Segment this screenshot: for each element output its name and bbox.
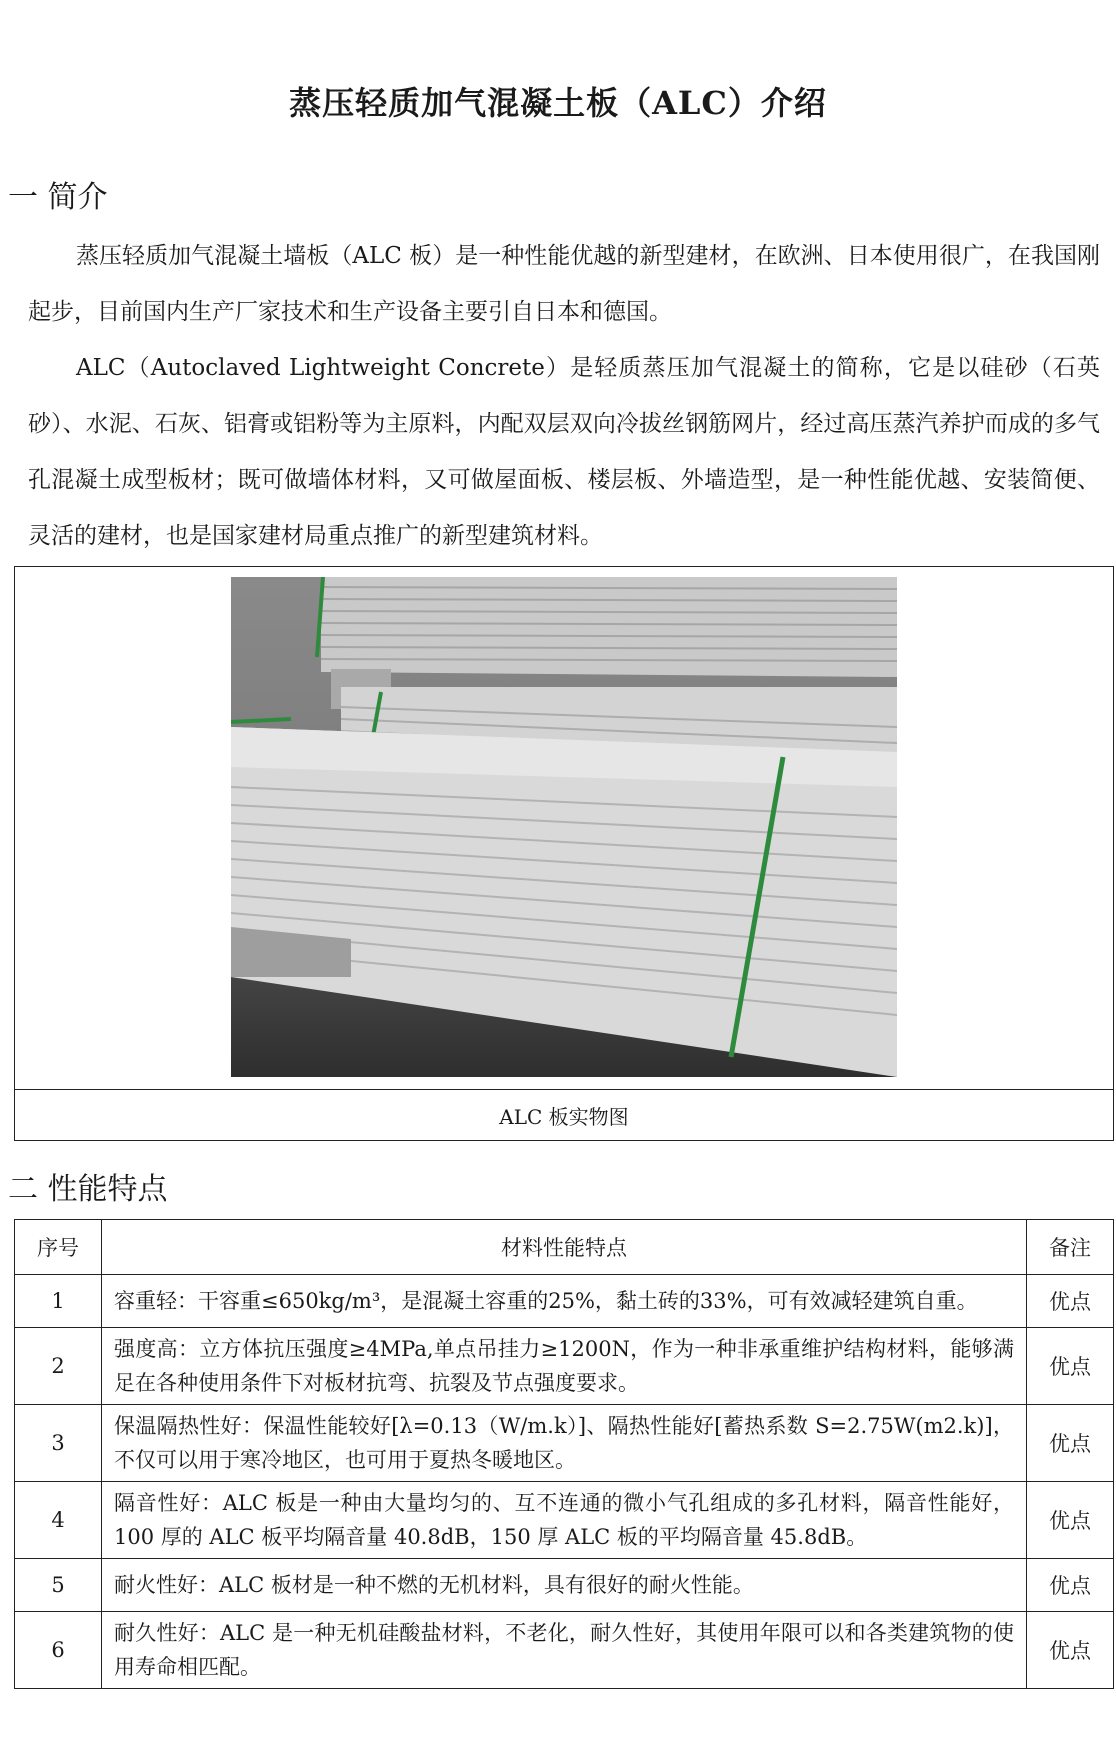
alc-panel-photo [231,577,897,1077]
row-desc: 耐久性好：ALC 是一种无机硅酸盐材料，不老化，耐久性好，其使用年限可以和各类建筑物的使用寿命相匹配。 [102,1612,1027,1689]
page-title: 蒸压轻质加气混凝土板（ALC）介绍 [289,84,827,122]
row-no: 1 [15,1275,102,1328]
row-remark: 优点 [1027,1275,1114,1328]
intro-paragraph-2: ALC（Autoclaved Lightweight Concrete）是轻质蒸压加气混凝土的简称，它是以硅砂（石英砂）、水泥、石灰、铝膏或铝粉等为主原料，内配双层双向冷拔丝钢筋网片，经过高压蒸汽养护而成的多气孔混凝土成型板材；既可做墙体材料，又可做屋面板、楼层板、外墙造型，是一种性能优越、安装简便、灵活的建材，也是国家建材局重点推广的新型建筑材料。 [28,355,1100,549]
table-row [15,1405,1114,1482]
row-remark: 优点 [1027,1328,1114,1405]
row-remark: 优点 [1027,1482,1114,1559]
row-desc: 隔音性好：ALC 板是一种由大量均匀的、互不连通的微小气孔组成的多孔材料，隔音性能好，100 厚的 ALC 板平均隔音量 40.8dB，150 厚 ALC 板的平均隔音量 45.8dB。 [102,1482,1027,1559]
features-table [14,1219,1114,1689]
row-no: 4 [15,1482,102,1559]
section-heading-intro: 一 简介 [8,180,108,215]
row-remark: 优点 [1027,1559,1114,1612]
figure-box [14,566,1114,1141]
row-remark: 优点 [1027,1405,1114,1482]
table-row [15,1559,1114,1612]
table-row [15,1482,1114,1559]
row-no: 2 [15,1328,102,1405]
row-no: 3 [15,1405,102,1482]
row-desc: 强度高：立方体抗压强度≥4MPa,单点吊挂力≥1200N，作为一种非承重维护结构材料，能够满足在各种使用条件下对板材抗弯、抗裂及节点强度要求。 [102,1328,1027,1405]
figure-caption: ALC 板实物图 [15,1089,1113,1140]
header-no: 序号 [15,1220,102,1275]
row-remark: 优点 [1027,1612,1114,1689]
section-heading-features: 二 性能特点 [8,1172,168,1207]
table-row [15,1612,1114,1689]
row-desc: 耐火性好：ALC 板材是一种不燃的无机材料，具有很好的耐火性能。 [102,1559,1027,1612]
row-no: 6 [15,1612,102,1689]
intro-paragraph-1: 蒸压轻质加气混凝土墙板（ALC 板）是一种性能优越的新型建材，在欧洲、日本使用很广，在我国刚起步，目前国内生产厂家技术和生产设备主要引自日本和德国。 [28,243,1100,325]
row-no: 5 [15,1559,102,1612]
header-desc: 材料性能特点 [102,1220,1027,1275]
row-desc: 容重轻：干容重≤650kg/m³，是混凝土容重的25%，黏土砖的33%，可有效减轻建筑自重。 [102,1275,1027,1328]
table-row [15,1275,1114,1328]
table-row [15,1328,1114,1405]
row-desc: 保温隔热性好：保温性能较好[λ=0.13（W/m.k）]、隔热性能好[蓄热系数 S=2.75W(m2.k)]，不仅可以用于寒冷地区，也可用于夏热冬暖地区。 [102,1405,1027,1482]
table-header-row [15,1220,1114,1275]
header-remark: 备注 [1027,1220,1114,1275]
